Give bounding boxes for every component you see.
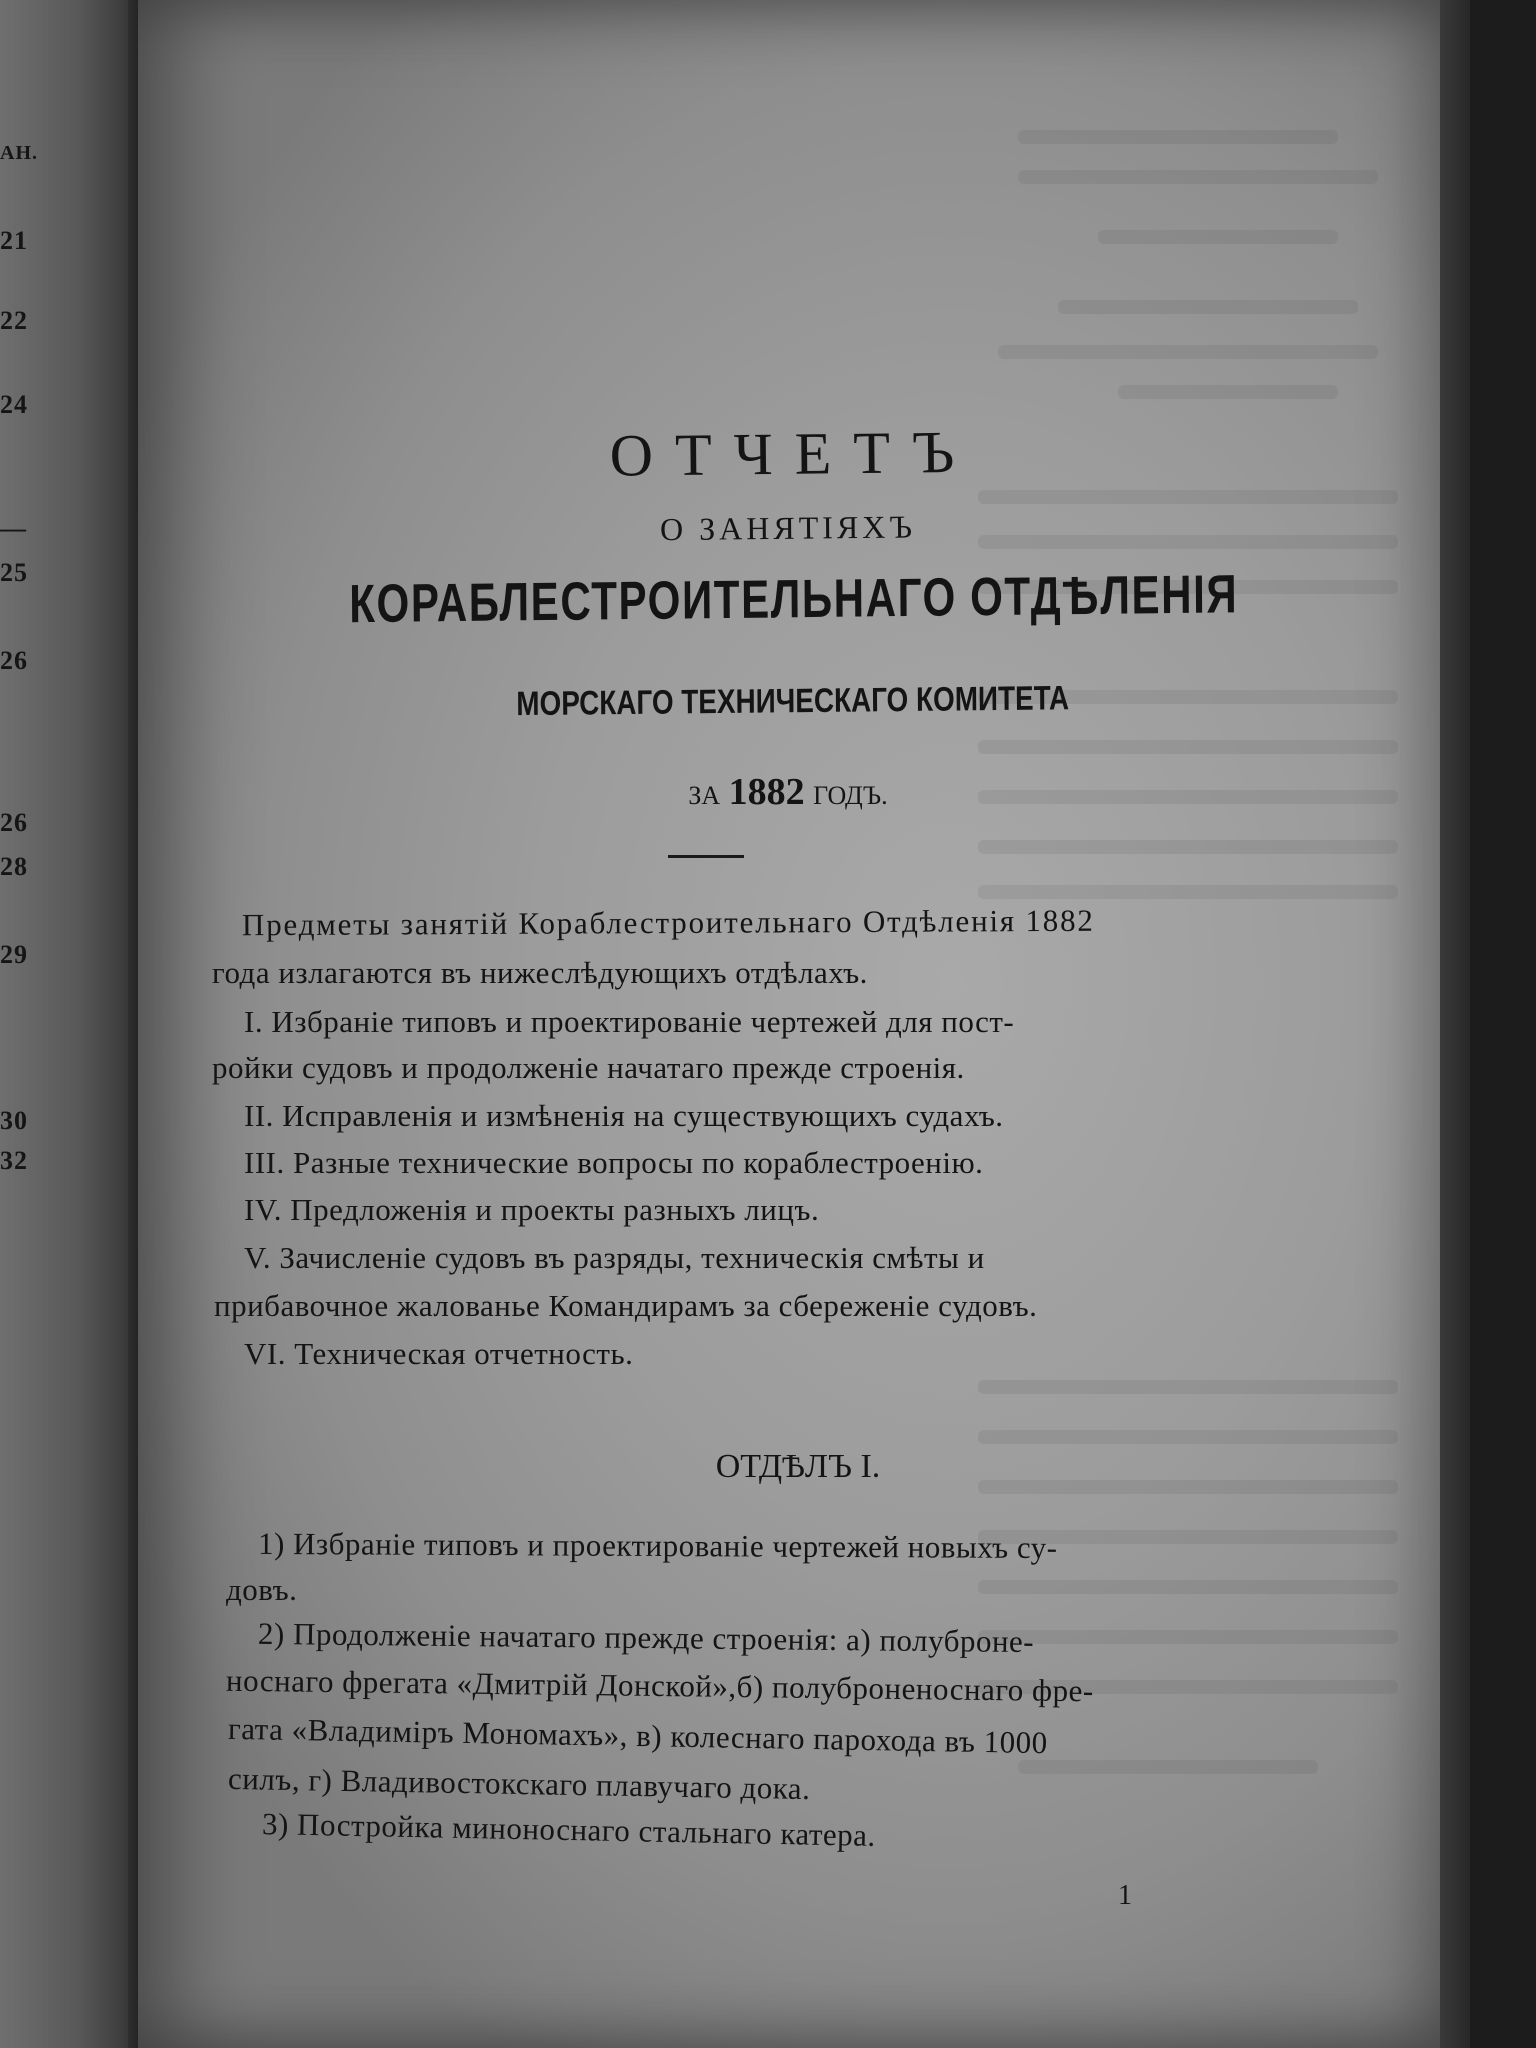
margin-number: 24 — [0, 390, 28, 419]
section-line: довъ. — [226, 1572, 298, 1607]
show-through-mark — [1018, 170, 1378, 184]
show-through-mark — [978, 490, 1398, 504]
show-through-mark — [978, 1580, 1398, 1594]
margin-number: 26 — [0, 808, 28, 837]
intro-line: I. Избраніе типовъ и проектированіе чертежей для пост- — [244, 1004, 1015, 1039]
show-through-mark — [998, 345, 1378, 359]
margin-number: 30 — [0, 1106, 28, 1135]
show-through-mark — [1018, 1760, 1318, 1774]
report-year: 1882 — [728, 771, 805, 813]
show-through-mark — [978, 1630, 1398, 1644]
show-through-mark — [978, 840, 1398, 854]
margin-number: 29 — [0, 940, 28, 969]
margin-number: 32 — [0, 1146, 28, 1175]
title-divider — [668, 855, 744, 858]
book-cover-edge — [1470, 0, 1536, 2048]
page-number: 1 — [1118, 1880, 1132, 1911]
margin-number: 28 — [0, 852, 28, 881]
intro-line: VI. Техническая отчетность. — [244, 1336, 634, 1371]
show-through-mark — [1118, 385, 1338, 399]
margin-number: АН. — [0, 142, 38, 164]
section-heading: ОТДѢЛЪ I. — [715, 1448, 881, 1485]
section-line: носнаго фрегата «Дмитрій Донской»,б) полуброненоснаго фре- — [225, 1662, 1094, 1709]
intro-line: V. Зачисленіе судовъ въ разряды, техническія смѣты и — [244, 1240, 985, 1275]
intro-line: Предметы занятій Кораблестроительнаго Отдѣленія 1882 — [241, 902, 1095, 943]
section-line: силъ, г) Владивостокскаго плавучаго дока. — [227, 1760, 811, 1807]
intro-line: ройки судовъ и продолженіе начатаго прежде строенія. — [212, 1050, 965, 1085]
intro-line: II. Исправленія и измѣненія на существующихъ судахъ. — [244, 1098, 1004, 1133]
report-title: ОТЧЕТЪ — [609, 418, 977, 489]
report-subtitle: О ЗАНЯТІЯХЪ — [659, 508, 917, 548]
report-year-line — [0, 770, 1536, 814]
intro-line: III. Разные технические вопросы по кораблестроенію. — [244, 1145, 984, 1180]
margin-number: 21 — [0, 226, 28, 255]
intro-line: IV. Предложенія и проекты разныхъ лицъ. — [244, 1192, 820, 1227]
section-line: 2) Продолженіе начатаго прежде строенія: а) полуброне- — [257, 1615, 1035, 1660]
margin-number: 22 — [0, 306, 28, 335]
margin-number: 26 — [0, 646, 28, 675]
department-title: КОРАБЛЕСТРОИТЕЛЬНАГО ОТДѢЛЕНІЯ — [349, 564, 1239, 635]
show-through-mark — [978, 1430, 1398, 1444]
section-line: гата «Владиміръ Мономахъ», в) колеснаго парохода въ 1000 — [227, 1710, 1048, 1761]
show-through-mark — [978, 885, 1398, 899]
previous-page-edge — [0, 0, 140, 2048]
show-through-mark — [1018, 130, 1338, 144]
margin-number: — — [0, 514, 27, 543]
intro-line: года излагаются въ нижеслѣдующихъ отдѣлахъ. — [212, 955, 868, 990]
section-line: 3) Постройка миноноснаго стальнаго катера. — [261, 1806, 877, 1853]
year-prefix: ЗА — [688, 781, 721, 810]
show-through-mark — [978, 1380, 1398, 1394]
committee-title: МОРСКАГО ТЕХНИЧЕСКАГО КОМИТЕТА — [516, 679, 1070, 724]
intro-line: прибавочное жалованье Командирамъ за сбереженіе судовъ. — [214, 1288, 1038, 1323]
section-line: 1) Избраніе типовъ и проектированіе чертежей новыхъ су- — [257, 1525, 1058, 1566]
show-through-mark — [1058, 300, 1358, 314]
year-suffix: ГОДЪ. — [813, 781, 888, 810]
show-through-mark — [1098, 230, 1338, 244]
show-through-mark — [978, 740, 1398, 754]
margin-number: 25 — [0, 558, 28, 587]
